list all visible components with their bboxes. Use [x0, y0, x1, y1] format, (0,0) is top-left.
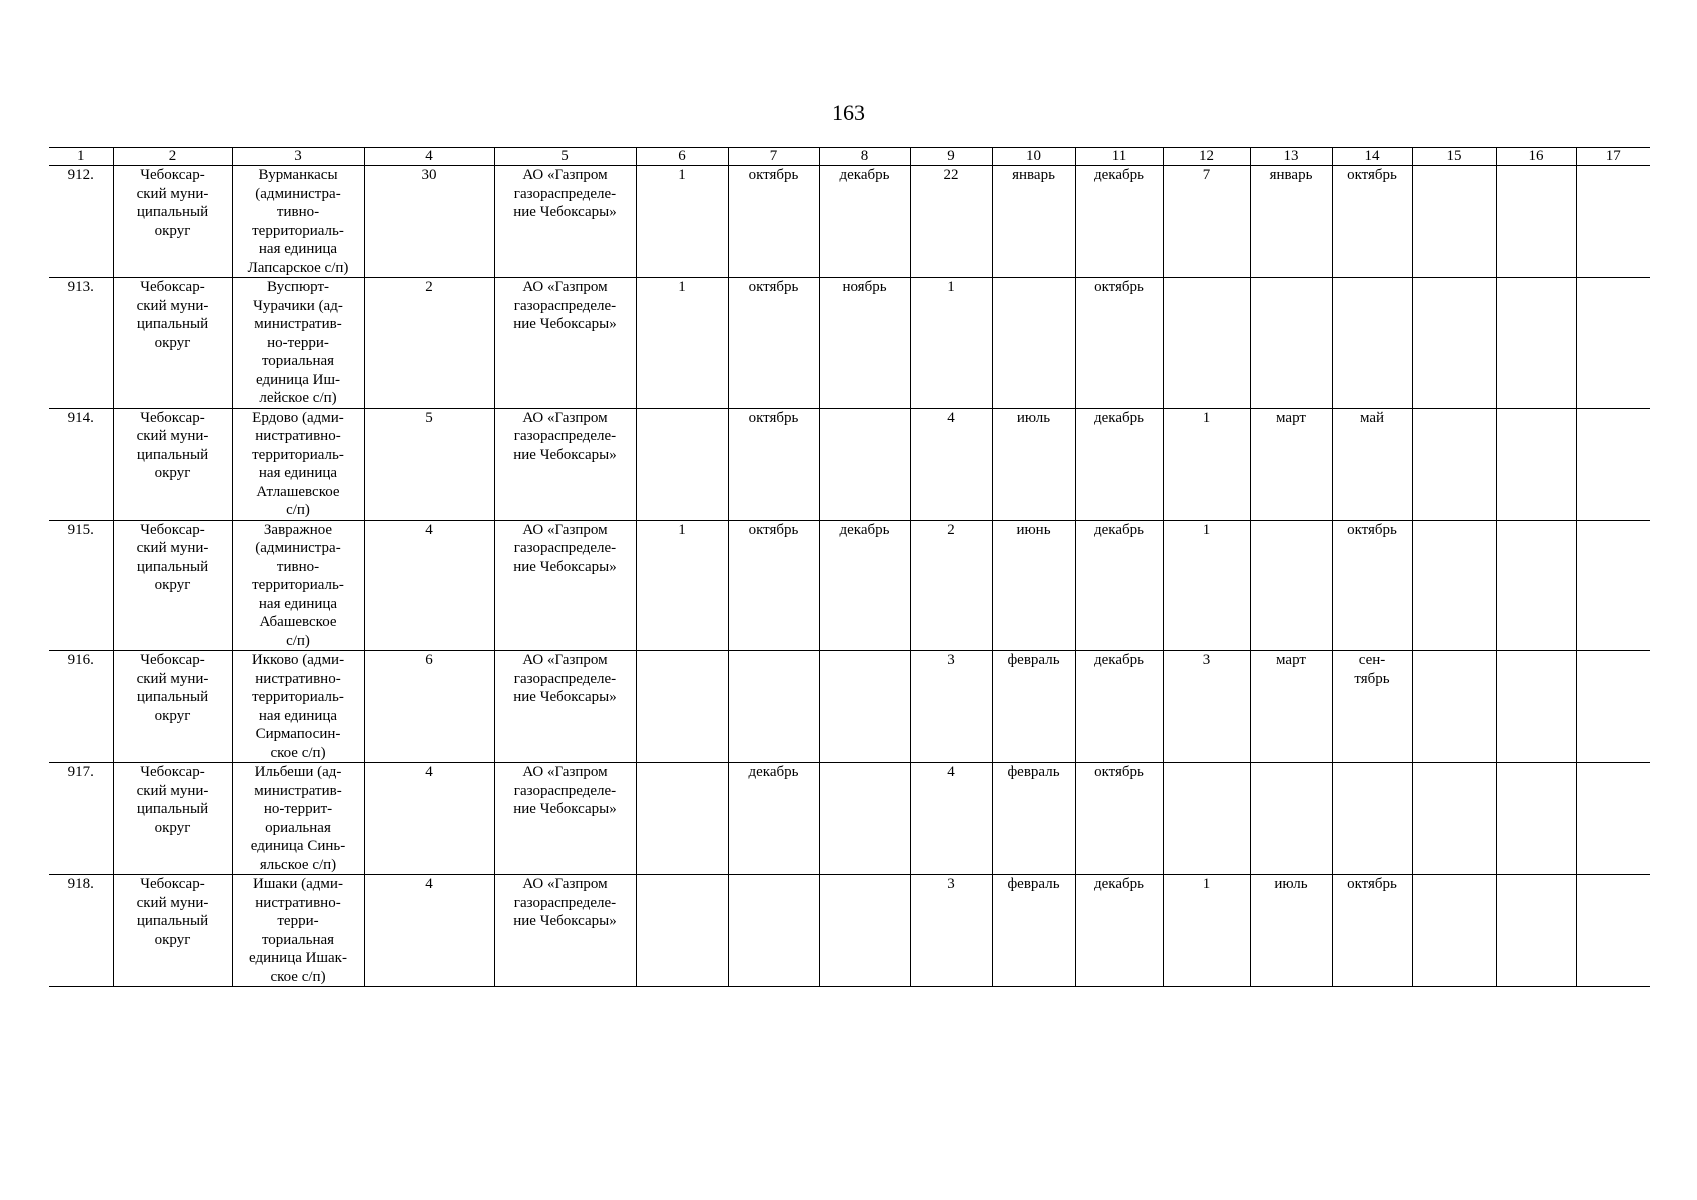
cell-col-4: 4: [364, 875, 494, 987]
cell-col-16: [1496, 166, 1576, 278]
cell-col-2: Чебоксар- ский муни- ципальный округ: [113, 763, 232, 875]
cell-col-11: декабрь: [1075, 166, 1163, 278]
cell-col-8: [819, 408, 910, 520]
cell-col-17: [1576, 408, 1650, 520]
cell-col-6: 1: [636, 278, 728, 409]
cell-col-1: 915.: [49, 520, 113, 651]
cell-col-7: октябрь: [728, 408, 819, 520]
cell-col-9: 3: [910, 875, 992, 987]
cell-col-2: Чебоксар- ский муни- ципальный округ: [113, 166, 232, 278]
cell-col-11: октябрь: [1075, 278, 1163, 409]
cell-col-8: ноябрь: [819, 278, 910, 409]
table-row: [49, 651, 1650, 763]
cell-col-2: Чебоксар- ский муни- ципальный округ: [113, 278, 232, 409]
column-header-2: 2: [113, 148, 232, 166]
table-row: [49, 520, 1650, 651]
cell-col-1: 913.: [49, 278, 113, 409]
cell-col-10: февраль: [992, 875, 1075, 987]
cell-col-7: октябрь: [728, 520, 819, 651]
cell-col-14: октябрь: [1332, 875, 1412, 987]
cell-col-11: декабрь: [1075, 651, 1163, 763]
cell-col-10: февраль: [992, 651, 1075, 763]
cell-col-17: [1576, 166, 1650, 278]
cell-col-10: январь: [992, 166, 1075, 278]
cell-col-1: 914.: [49, 408, 113, 520]
cell-col-6: [636, 408, 728, 520]
cell-col-4: 6: [364, 651, 494, 763]
cell-col-12: 7: [1163, 166, 1250, 278]
table-row: [49, 166, 1650, 278]
cell-col-8: декабрь: [819, 166, 910, 278]
cell-col-7: [728, 651, 819, 763]
cell-col-14: сен- тябрь: [1332, 651, 1412, 763]
cell-col-6: [636, 651, 728, 763]
cell-col-11: декабрь: [1075, 875, 1163, 987]
cell-col-17: [1576, 278, 1650, 409]
column-header-5: 5: [494, 148, 636, 166]
table-row: [49, 763, 1650, 875]
column-header-3: 3: [232, 148, 364, 166]
cell-col-12: 1: [1163, 520, 1250, 651]
table-row: [49, 278, 1650, 409]
column-header-15: 15: [1412, 148, 1496, 166]
column-header-4: 4: [364, 148, 494, 166]
cell-col-5: АО «Газпром газораспределе- ние Чебоксары»: [494, 278, 636, 409]
cell-col-2: Чебоксар- ский муни- ципальный округ: [113, 875, 232, 987]
cell-col-7: октябрь: [728, 278, 819, 409]
cell-col-1: 917.: [49, 763, 113, 875]
cell-col-13: март: [1250, 651, 1332, 763]
column-header-9: 9: [910, 148, 992, 166]
cell-col-8: [819, 875, 910, 987]
cell-col-15: [1412, 651, 1496, 763]
cell-col-10: июль: [992, 408, 1075, 520]
cell-col-3: Вурманкасы (администра- тивно- территориаль- ная единица Лапсарское с/п): [232, 166, 364, 278]
cell-col-13: январь: [1250, 166, 1332, 278]
cell-col-9: 4: [910, 763, 992, 875]
cell-col-14: май: [1332, 408, 1412, 520]
cell-col-8: [819, 763, 910, 875]
cell-col-16: [1496, 875, 1576, 987]
cell-col-6: [636, 763, 728, 875]
cell-col-6: [636, 875, 728, 987]
cell-col-9: 2: [910, 520, 992, 651]
cell-col-5: АО «Газпром газораспределе- ние Чебоксары»: [494, 651, 636, 763]
cell-col-15: [1412, 278, 1496, 409]
cell-col-11: декабрь: [1075, 408, 1163, 520]
column-header-13: 13: [1250, 148, 1332, 166]
cell-col-13: [1250, 520, 1332, 651]
cell-col-2: Чебоксар- ский муни- ципальный округ: [113, 651, 232, 763]
cell-col-13: [1250, 278, 1332, 409]
cell-col-3: Ишаки (адми- нистративно- терри- ториальная единица Ишак- ское с/п): [232, 875, 364, 987]
cell-col-14: [1332, 763, 1412, 875]
cell-col-4: 4: [364, 520, 494, 651]
cell-col-12: [1163, 763, 1250, 875]
cell-col-6: 1: [636, 166, 728, 278]
cell-col-5: АО «Газпром газораспределе- ние Чебоксары»: [494, 875, 636, 987]
column-header-11: 11: [1075, 148, 1163, 166]
cell-col-12: [1163, 278, 1250, 409]
cell-col-8: [819, 651, 910, 763]
cell-col-17: [1576, 520, 1650, 651]
cell-col-9: 22: [910, 166, 992, 278]
cell-col-6: 1: [636, 520, 728, 651]
cell-col-10: [992, 278, 1075, 409]
cell-col-16: [1496, 651, 1576, 763]
cell-col-14: октябрь: [1332, 166, 1412, 278]
cell-col-14: октябрь: [1332, 520, 1412, 651]
column-header-1: 1: [49, 148, 113, 166]
cell-col-12: 3: [1163, 651, 1250, 763]
cell-col-15: [1412, 763, 1496, 875]
column-header-7: 7: [728, 148, 819, 166]
cell-col-4: 30: [364, 166, 494, 278]
cell-col-10: февраль: [992, 763, 1075, 875]
cell-col-15: [1412, 166, 1496, 278]
cell-col-5: АО «Газпром газораспределе- ние Чебоксары»: [494, 763, 636, 875]
cell-col-2: Чебоксар- ский муни- ципальный округ: [113, 520, 232, 651]
cell-col-3: Икково (адми- нистративно- территориаль- ная единица Сирмапосин- ское с/п): [232, 651, 364, 763]
cell-col-17: [1576, 875, 1650, 987]
cell-col-9: 1: [910, 278, 992, 409]
cell-col-10: июнь: [992, 520, 1075, 651]
cell-col-4: 2: [364, 278, 494, 409]
cell-col-7: октябрь: [728, 166, 819, 278]
data-table: [49, 147, 1650, 987]
cell-col-8: декабрь: [819, 520, 910, 651]
page-number: 163: [832, 100, 865, 125]
cell-col-7: [728, 875, 819, 987]
column-header-row: [49, 148, 1650, 166]
cell-col-1: 912.: [49, 166, 113, 278]
column-header-8: 8: [819, 148, 910, 166]
cell-col-17: [1576, 763, 1650, 875]
cell-col-15: [1412, 520, 1496, 651]
column-header-16: 16: [1496, 148, 1576, 166]
cell-col-11: декабрь: [1075, 520, 1163, 651]
cell-col-3: Завражное (администра- тивно- территориаль- ная единица Абашевское с/п): [232, 520, 364, 651]
cell-col-1: 918.: [49, 875, 113, 987]
cell-col-9: 4: [910, 408, 992, 520]
cell-col-16: [1496, 408, 1576, 520]
table-row: [49, 408, 1650, 520]
table-body: [49, 166, 1650, 987]
column-header-6: 6: [636, 148, 728, 166]
cell-col-11: октябрь: [1075, 763, 1163, 875]
cell-col-12: 1: [1163, 875, 1250, 987]
cell-col-2: Чебоксар- ский муни- ципальный округ: [113, 408, 232, 520]
cell-col-14: [1332, 278, 1412, 409]
column-header-17: 17: [1576, 148, 1650, 166]
cell-col-4: 5: [364, 408, 494, 520]
column-header-14: 14: [1332, 148, 1412, 166]
cell-col-13: [1250, 763, 1332, 875]
cell-col-12: 1: [1163, 408, 1250, 520]
cell-col-13: март: [1250, 408, 1332, 520]
cell-col-1: 916.: [49, 651, 113, 763]
cell-col-5: АО «Газпром газораспределе- ние Чебоксары»: [494, 166, 636, 278]
table-row: [49, 875, 1650, 987]
cell-col-15: [1412, 875, 1496, 987]
cell-col-17: [1576, 651, 1650, 763]
cell-col-3: Ильбеши (ад- министратив- но-террит- ориальная единица Синь- яльское с/п): [232, 763, 364, 875]
cell-col-5: АО «Газпром газораспределе- ние Чебоксары»: [494, 408, 636, 520]
column-header-10: 10: [992, 148, 1075, 166]
cell-col-3: Вуспюрт- Чурачики (ад- министратив- но-терри- ториальная единица Иш- лейское с/п): [232, 278, 364, 409]
cell-col-13: июль: [1250, 875, 1332, 987]
cell-col-9: 3: [910, 651, 992, 763]
column-header-12: 12: [1163, 148, 1250, 166]
cell-col-7: декабрь: [728, 763, 819, 875]
cell-col-16: [1496, 763, 1576, 875]
cell-col-15: [1412, 408, 1496, 520]
cell-col-16: [1496, 278, 1576, 409]
cell-col-3: Ердово (адми- нистративно- территориаль- ная единица Атлашевское с/п): [232, 408, 364, 520]
cell-col-16: [1496, 520, 1576, 651]
cell-col-4: 4: [364, 763, 494, 875]
cell-col-5: АО «Газпром газораспределе- ние Чебоксары»: [494, 520, 636, 651]
